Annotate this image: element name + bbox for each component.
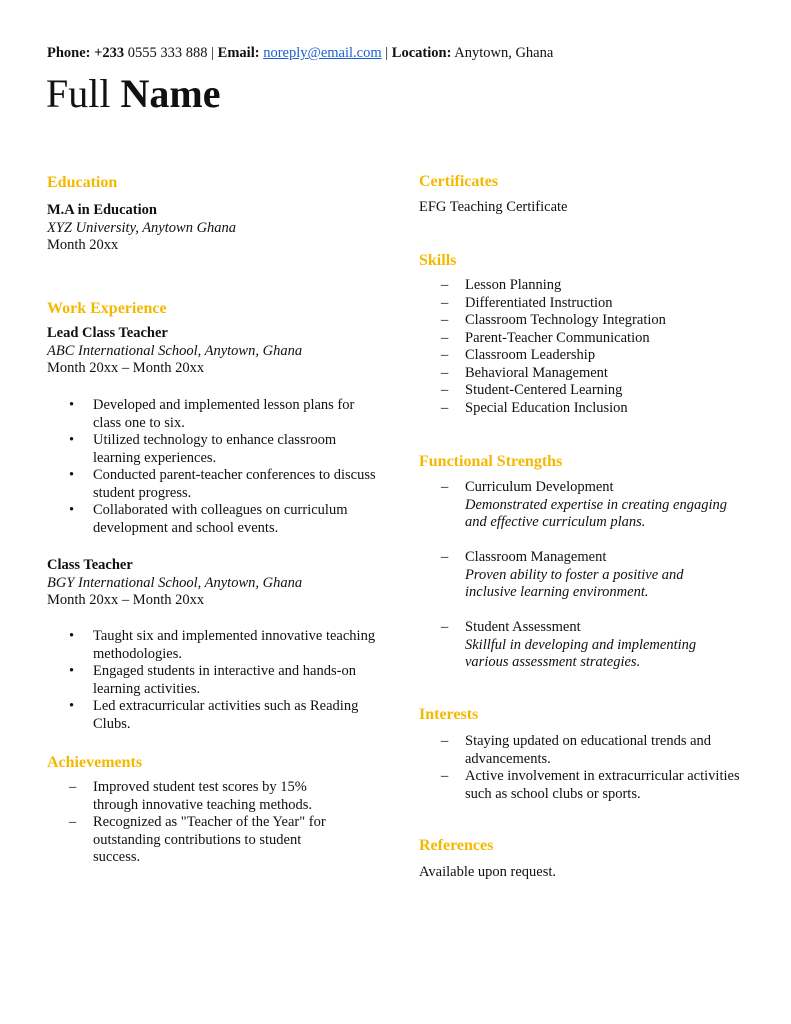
list-item: – Recognized as "Teacher of the Year" for outstanding contributions to student success. (47, 814, 347, 867)
phone-label: Phone: (47, 45, 91, 61)
list-item: • Utilized technology to enhance classroom learning experiences. (47, 432, 377, 467)
education-heading: Education (47, 174, 118, 191)
list-item: • Developed and implemented lesson plans for class one to six. (47, 397, 377, 432)
certificate-item: EFG Teaching Certificate (419, 199, 568, 215)
strength-description: Proven ability to foster a positive and inclusive learning environment. (465, 566, 684, 600)
degree: M.A in Education (47, 202, 157, 218)
list-item: – Staying updated on educational trends and advancements. (419, 733, 749, 768)
list-item: – Classroom Technology Integration (419, 312, 749, 330)
strength-description: Skillful in developing and implementing various assessment strategies. (465, 636, 697, 670)
list-item: – Classroom Leadership (419, 347, 749, 365)
list-item: – Behavioral Management (419, 365, 749, 383)
separator: | (211, 45, 215, 61)
education-date: Month 20xx (47, 237, 119, 253)
job-title: Lead Class Teacher (47, 325, 168, 341)
list-item: – Lesson Planning (419, 277, 749, 295)
job-employer: BGY International School, Anytown, Ghana (47, 575, 303, 591)
first-name: Full (46, 71, 111, 116)
list-item: – Parent-Teacher Communication (419, 330, 749, 348)
job-dates: Month 20xx – Month 20xx (47, 360, 205, 376)
list-item: • Conducted parent-teacher conferences to discuss student progress. (47, 467, 377, 502)
strength-item (419, 619, 765, 672)
skills-list (419, 277, 749, 417)
university: XYZ University, Anytown Ghana (47, 220, 237, 236)
dash-marker: – (441, 619, 449, 635)
list-item: – Student-Centered Learning (419, 382, 749, 400)
skills-heading: Skills (419, 252, 457, 269)
last-name: Name (120, 71, 221, 116)
job-title: Class Teacher (47, 557, 133, 573)
list-item: • Taught six and implemented innovative teaching methodologies. (47, 628, 377, 663)
functional-strengths-heading: Functional Strengths (419, 453, 563, 470)
list-item: – Improved student test scores by 15% through innovative teaching methods. (47, 779, 347, 814)
strength-item (419, 549, 765, 602)
job-dates: Month 20xx – Month 20xx (47, 592, 205, 608)
dash-marker: – (441, 549, 449, 565)
location-label: Location: (391, 45, 452, 61)
list-item: • Collaborated with colleagues on curriculum development and school events. (47, 502, 377, 537)
achievements-heading: Achievements (47, 754, 143, 771)
job-bullets (47, 628, 377, 733)
strength-title: Classroom Management (465, 549, 607, 565)
dash-marker: – (441, 479, 449, 495)
interests-heading: Interests (419, 706, 479, 723)
achievements-list (47, 779, 347, 867)
list-item: – Active involvement in extracurricular activities such as school clubs or sports. (419, 768, 749, 803)
phone-code: +233 (94, 45, 125, 61)
strength-title: Curriculum Development (465, 479, 614, 495)
list-item: – Special Education Inclusion (419, 400, 749, 418)
job-bullets (47, 397, 377, 537)
full-name-heading (46, 70, 220, 118)
list-item: • Engaged students in interactive and hands-on learning activities. (47, 663, 377, 698)
strength-item (419, 479, 765, 532)
references-text: Available upon request. (419, 864, 557, 880)
work-experience-heading: Work Experience (47, 300, 167, 317)
strength-title: Student Assessment (465, 619, 581, 635)
job-employer: ABC International School, Anytown, Ghana (47, 343, 303, 359)
interests-list (419, 733, 749, 803)
list-item: • Led extracurricular activities such as Reading Clubs. (47, 698, 377, 733)
references-heading: References (419, 837, 494, 854)
contact-line (47, 45, 553, 62)
strength-description: Demonstrated expertise in creating engaging and effective curriculum plans. (465, 496, 728, 530)
list-item: – Differentiated Instruction (419, 295, 749, 313)
certificates-heading: Certificates (419, 173, 499, 190)
separator: | (385, 45, 389, 61)
location-value: Anytown, Ghana (454, 45, 554, 61)
email-link[interactable]: noreply@email.com (263, 45, 382, 61)
email-label: Email: (217, 45, 260, 61)
phone-number: 0555 333 888 (127, 45, 208, 61)
